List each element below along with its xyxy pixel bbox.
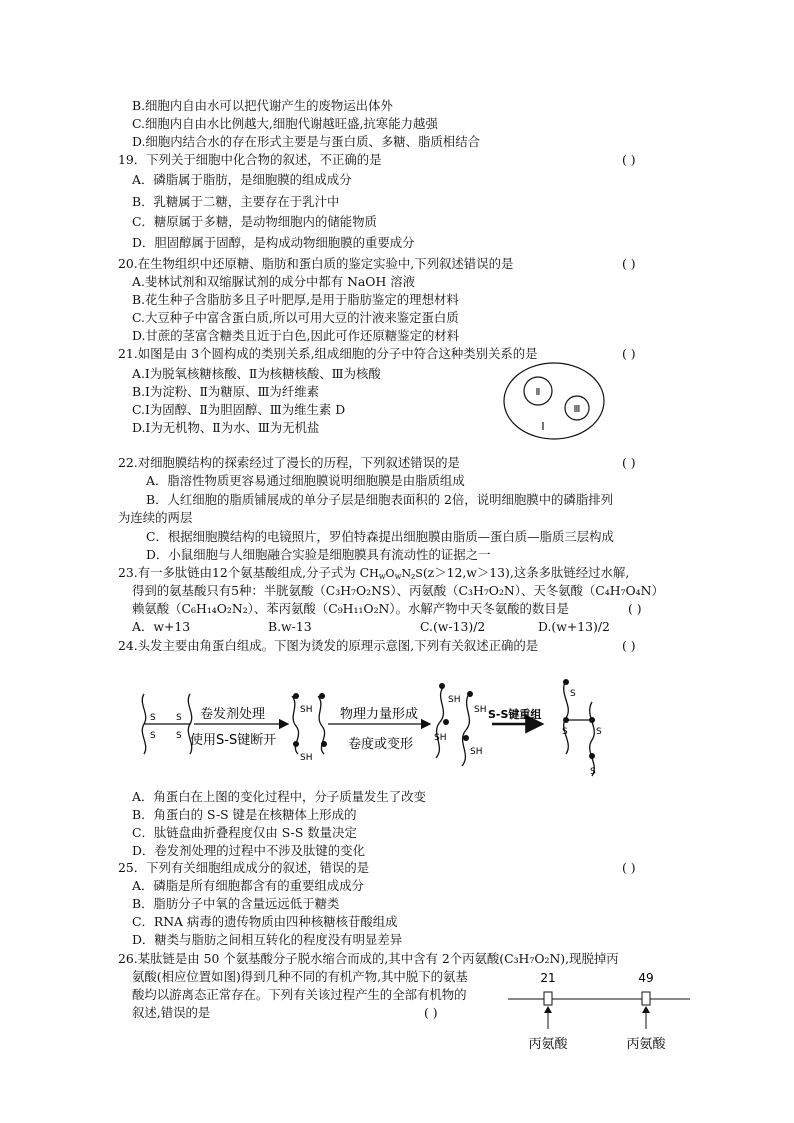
q20-option-d: D.甘蔗的茎富含糖类且近于白色,因此可作还原糖鉴定的材料 [132, 328, 460, 343]
q22-stem: 22.对细胞膜结构的探索经过了漫长的历程，下列叙述错误的是 [118, 455, 460, 470]
arrowhead-21 [544, 1006, 552, 1013]
s-dot [563, 679, 569, 685]
s-label: S [150, 713, 156, 723]
q19-stem: 19．下列关于细胞中化合物的叙述，不正确的是 [118, 152, 382, 167]
sh-label: SH [300, 705, 313, 715]
q25-option-c: C．RNA 病毒的遗传物质由四种核糖核苷酸组成 [132, 914, 398, 929]
q19-option-d: D．胆固醇属于固醇，是构成动物细胞膜的重要成分 [132, 235, 415, 250]
label-i: Ⅰ [541, 420, 545, 433]
sh-label: SH [474, 705, 487, 715]
q24-option-a: A．角蛋白在上图的变化过程中，分子质量发生了改变 [132, 789, 426, 804]
s-dot [589, 753, 595, 759]
sh-dot [439, 683, 445, 689]
position-49: 49 [638, 971, 654, 985]
s-label: S [150, 731, 156, 741]
label-3: S-S键重组 [488, 708, 542, 721]
alanine-box-49 [642, 992, 650, 1005]
q26-line1: 26.某肽链是由 50 个氨基酸分子脱水缩合而成的,其中含有 2个丙氨酸(C₃H₇O₂N),现脱掉丙 [118, 951, 619, 966]
q19-option-c: C．糖原属于多糖，是动物细胞内的储能物质 [132, 214, 377, 229]
sh-label: SH [470, 747, 483, 757]
q25-option-a: A．磷脂是所有细胞都含有的重要组成成分 [132, 878, 364, 893]
q23-line2: 得到的氨基酸只有5种：半胱氨酸（C₃H₇O₂NS）、丙氨酸（C₃H₇O₂N）、天冬氨酸（C₄H₇O₄N） [132, 583, 664, 598]
q24-answer-bracket: ( ) [622, 638, 636, 653]
sh-dot [463, 735, 469, 741]
q19-option-a: A．磷脂属于脂肪，是细胞膜的组成成分 [132, 172, 352, 187]
q23-option-c: C.(w-13)/2 [420, 619, 486, 634]
q26-line4: 叙述,错误的是 [132, 1005, 211, 1020]
q21-option-b: B.Ⅰ为淀粉、Ⅱ为糖原、Ⅲ为纤维素 [132, 384, 319, 399]
label-2-bottom: 卷度或变形 [348, 737, 414, 752]
q23-option-b: B.w-13 [268, 619, 312, 634]
prev-option-c: C.细胞内自由水比例越大,细胞代谢越旺盛,抗寒能力越强 [132, 116, 438, 131]
q21-circle-diagram [500, 360, 610, 444]
prev-option-d: D.细胞内结合水的存在形式主要是与蛋白质、多糖、脂质相结合 [132, 134, 480, 149]
chain-3b [462, 692, 470, 766]
q25-option-b: B．脂肪分子中氧的含量远远低于糖类 [132, 896, 340, 911]
label-iii: Ⅲ [573, 404, 581, 415]
q22-answer-bracket: ( ) [622, 455, 636, 470]
q22-option-b-line1: B．人红细胞的脂质铺展成的单分子层是细胞表面积的 2倍，说明细胞膜中的磷脂排列 [146, 492, 613, 507]
s-label: S [570, 689, 576, 699]
q24-option-d: D．卷发剂处理的过程中不涉及肽键的变化 [132, 843, 365, 858]
sh-dot [467, 691, 473, 697]
q22-option-c: C．根据细胞膜结构的电镜照片，罗伯特森提出细胞膜由脂质—蛋白质—脂质三层构成 [146, 529, 614, 544]
label-2-top: 物理力量形成 [340, 707, 419, 722]
q22-option-d: D．小鼠细胞与人细胞融合实验是细胞膜具有流动性的证据之一 [146, 547, 491, 562]
chain-3a [434, 686, 447, 758]
q24-option-c: C．肽链盘曲折叠程度仅由 S-S 数量决定 [132, 825, 357, 840]
s-label: S [590, 767, 596, 777]
peptide-diagram [506, 968, 696, 1058]
s-label: S [176, 731, 182, 741]
prev-option-b: B.细胞内自由水可以把代谢产生的废物运出体外 [132, 98, 393, 113]
q26-line3: 酸均以游离态正常存在。下列有关该过程产生的全部有机物的 [132, 987, 467, 1002]
q25-stem: 25．下列有关细胞组成成分的叙述，错误的是 [118, 860, 370, 875]
label-1-bottom: 使用S-S键断开 [190, 733, 277, 748]
sh-dot [293, 693, 299, 699]
q26-line2: 氨酸(相应位置如图)得到几种不同的有机产物,其中脱下的氨基 [132, 969, 468, 984]
alanine-box-21 [544, 992, 552, 1005]
sh-dot [293, 741, 299, 747]
q21-option-c: C.Ⅰ为固醇、Ⅱ为胆固醇、Ⅲ为维生素 D [132, 402, 346, 417]
q19-option-b: B．乳糖属于二糖，主要存在于乳汁中 [132, 194, 340, 209]
sh-label: SH [448, 695, 461, 705]
q21-option-d: D.Ⅰ为无机物、Ⅱ为水、Ⅲ为无机盐 [132, 420, 320, 435]
chain-4b [590, 702, 595, 776]
q19-answer-bracket: ( ) [622, 152, 636, 167]
q20-stem: 20.在生物组织中还原糖、脂肪和蛋白质的鉴定实验中,下列叙述错误的是 [118, 256, 514, 271]
q25-option-d: D．糖类与脂肪之间相互转化的程度没有明显差异 [132, 932, 403, 947]
s-label: S [596, 727, 602, 737]
q20-option-b: B.花生种子含脂肪多且子叶肥厚,是用于脂肪鉴定的理想材料 [132, 292, 459, 307]
sh-label: SH [434, 733, 447, 743]
sh-dot [321, 741, 327, 747]
label-ii: Ⅱ [535, 387, 541, 398]
sh-label: SH [300, 753, 313, 763]
q26-answer-bracket: ( ) [424, 1005, 438, 1020]
arrowhead-49 [642, 1006, 650, 1013]
sh-dot [319, 693, 325, 699]
outer-circle [504, 363, 604, 439]
q24-option-b: B．角蛋白的 S-S 键是在核糖体上形成的 [132, 807, 357, 822]
q23-line1: 23.有一多肽链由12个氨基酸组成,分子式为 $CH_wO_wN_zS(z>12,w>13)$,这条多肽链经过水解, [118, 565, 630, 581]
alanine-label-1: 丙氨酸 [528, 1037, 568, 1052]
q21-answer-bracket: ( ) [622, 346, 636, 361]
s-dot [589, 717, 595, 723]
q23-option-d: D.(w+13)/2 [538, 619, 610, 634]
alanine-label-2: 丙氨酸 [626, 1037, 666, 1052]
s-label: S [176, 713, 182, 723]
q20-option-c: C.大豆种子中富含蛋白质,所以可用大豆的汁液来鉴定蛋白质 [132, 310, 459, 325]
label-1-top: 卷发剂处理 [200, 707, 266, 722]
q21-stem: 21.如图是由 3个圆构成的类别关系,组成细胞的分子中符合这种类别关系的是 [118, 346, 538, 361]
q22-option-b-line2: 为连续的两层 [118, 510, 193, 525]
s-dot [563, 717, 569, 723]
sh-dot [443, 719, 449, 725]
q23-answer-bracket: ( ) [628, 601, 642, 616]
q23-line3: 赖氨酸（C₆H₁₄O₂N₂）、苯丙氨酸（C₉H₁₁O₂N）。水解产物中天冬氨酸的数目是 [132, 601, 570, 616]
q21-option-a: A.Ⅰ为脱氧核糖核酸、Ⅱ为核糖核酸、Ⅲ为核酸 [132, 366, 381, 381]
q20-answer-bracket: ( ) [622, 256, 636, 271]
s-label: S [562, 727, 568, 737]
q20-option-a: A.斐林试剂和双缩脲试剂的成分中都有 NaOH 溶液 [132, 274, 415, 289]
q24-stem: 24.头发主要由角蛋白组成。下图为烫发的原理示意图,下列有关叙述正确的是 [118, 638, 539, 653]
q23-option-a: A．w+13 [132, 619, 191, 634]
q22-option-a: A．脂溶性物质更容易通过细胞膜说明细胞膜是由脂质组成 [146, 473, 465, 488]
position-21: 21 [540, 971, 556, 985]
perm-diagram [130, 672, 620, 784]
q25-answer-bracket: ( ) [622, 860, 636, 875]
